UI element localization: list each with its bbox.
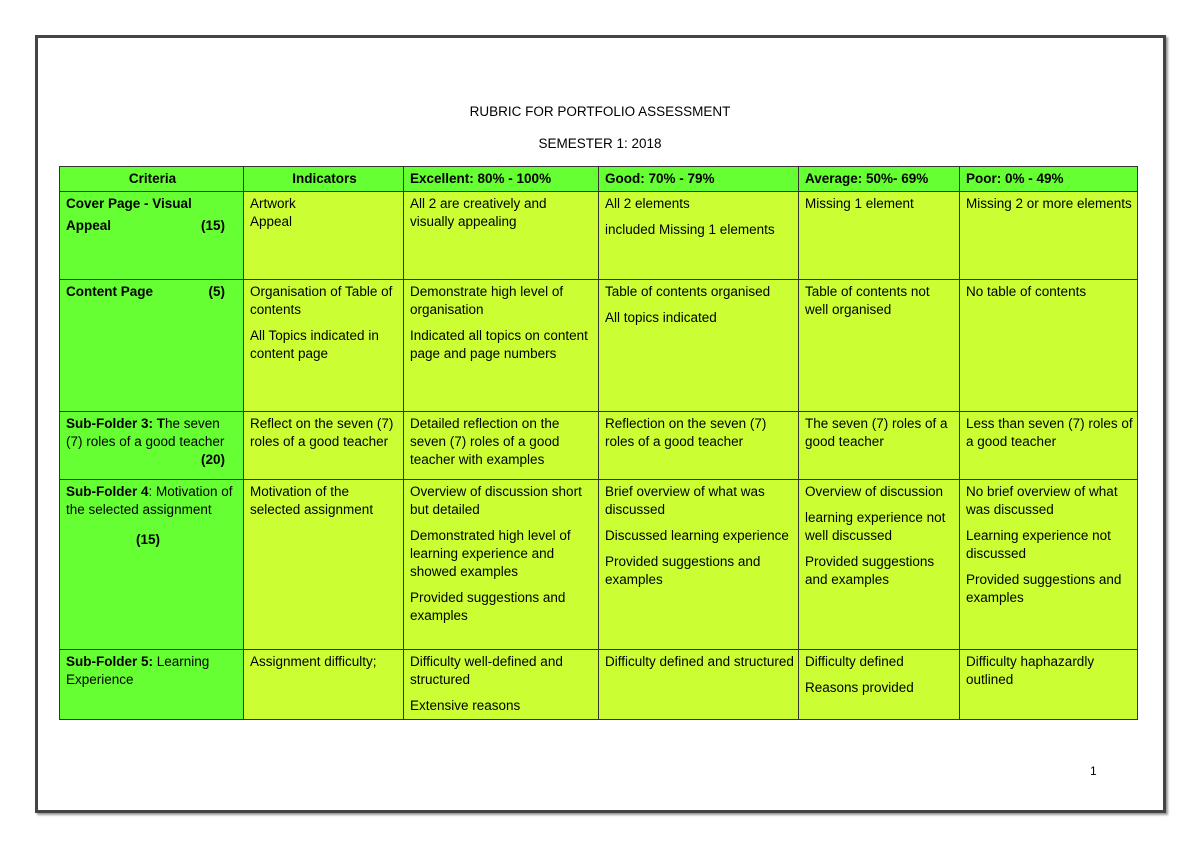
criteria-title: Cover Page - Visual xyxy=(66,196,192,211)
header-criteria: Criteria xyxy=(60,167,244,192)
criteria-points: (15) xyxy=(200,218,225,233)
cell-text: Assignment difficulty; xyxy=(250,654,377,669)
header-excellent: Excellent: 80% - 100% xyxy=(404,167,599,192)
poor-cell xyxy=(960,412,1138,480)
poor-cell xyxy=(960,192,1138,280)
table-row xyxy=(60,280,1138,412)
excellent-cell xyxy=(404,480,599,650)
criteria-points: (20) xyxy=(200,452,225,467)
table-row xyxy=(60,412,1138,480)
good-cell xyxy=(599,412,799,480)
table-row xyxy=(60,192,1138,280)
cell-text: Reasons provided xyxy=(805,680,914,695)
cell-text: Missing 1 element xyxy=(805,196,914,211)
cell-text: No table of contents xyxy=(966,284,1087,299)
average-cell xyxy=(799,480,960,650)
criteria-cell xyxy=(60,412,244,480)
cell-text: Less than seven (7) roles of a good teacher xyxy=(966,416,1133,449)
criteria-desc: Learning Experience xyxy=(66,654,210,687)
criteria-points: (5) xyxy=(208,284,225,299)
cell-text: Missing 2 or more elements xyxy=(966,196,1132,211)
criteria-title: Sub-Folder 4 xyxy=(66,484,149,499)
header-poor: Poor: 0% - 49% xyxy=(960,167,1138,192)
indicators-cell xyxy=(244,192,404,280)
excellent-cell xyxy=(404,412,599,480)
cell-text: Motivation of the selected assignment xyxy=(250,484,374,517)
cell-text: Reflection on the seven (7) roles of a good teacher xyxy=(605,416,767,449)
criteria-title-cont: Appeal xyxy=(66,218,112,233)
cell-text: included Missing 1 elements xyxy=(605,222,775,237)
indicators-cell xyxy=(244,412,404,480)
criteria-desc: : Motivation of the selected assignment xyxy=(66,484,233,517)
cell-text: Artwork xyxy=(250,196,296,211)
cell-text: The seven (7) roles of a good teacher xyxy=(805,416,948,449)
document-title: RUBRIC FOR PORTFOLIO ASSESSMENT xyxy=(469,104,731,119)
criteria-title: Content Page xyxy=(66,284,154,299)
cell-text: Provided suggestions and examples xyxy=(410,590,566,623)
criteria-cell xyxy=(60,650,244,720)
cell-text: Organisation of Table of contents xyxy=(250,284,393,317)
average-cell xyxy=(799,412,960,480)
header-indicators: Indicators xyxy=(244,167,404,192)
criteria-points: (15) xyxy=(136,532,161,547)
cell-text: Difficulty defined and structured xyxy=(605,654,794,669)
cell-text: Detailed reflection on the seven (7) roles of a good teacher with examples xyxy=(410,416,560,467)
indicators-cell xyxy=(244,280,404,412)
indicators-cell xyxy=(244,650,404,720)
table-row xyxy=(60,480,1138,650)
average-cell xyxy=(799,192,960,280)
criteria-cell xyxy=(60,480,244,650)
cell-text: Indicated all topics on content page and page numbers xyxy=(410,328,588,361)
cell-text: Provided suggestions and examples xyxy=(966,572,1122,605)
cell-text: Overview of discussion xyxy=(805,484,944,499)
cell-text: Difficulty well-defined and structured xyxy=(410,654,563,687)
good-cell xyxy=(599,280,799,412)
cell-text: Extensive reasons xyxy=(410,698,521,713)
cell-text: Demonstrated high level of learning experience and showed examples xyxy=(410,528,571,579)
good-cell xyxy=(599,650,799,720)
cell-text: No brief overview of what was discussed xyxy=(966,484,1118,517)
cell-text: All Topics indicated in content page xyxy=(250,328,379,361)
excellent-cell xyxy=(404,192,599,280)
header-good: Good: 70% - 79% xyxy=(599,167,799,192)
page-number: 1 xyxy=(1090,764,1097,778)
cell-text: Brief overview of what was discussed xyxy=(605,484,765,517)
cell-text: Reflect on the seven (7) roles of a good teacher xyxy=(250,416,394,449)
cell-text: Discussed learning experience xyxy=(605,528,789,543)
cell-text: Table of contents not well organised xyxy=(805,284,930,317)
poor-cell xyxy=(960,650,1138,720)
document-subtitle: SEMESTER 1: 2018 xyxy=(538,136,662,151)
average-cell xyxy=(799,650,960,720)
cell-text: Learning experience not discussed xyxy=(966,528,1111,561)
cell-text: Table of contents organised xyxy=(605,284,771,299)
cell-text: All 2 are creatively and visually appealing xyxy=(410,196,547,229)
cell-text: Difficulty haphazardly outlined xyxy=(966,654,1095,687)
average-cell xyxy=(799,280,960,412)
poor-cell xyxy=(960,480,1138,650)
criteria-desc: he seven (7) roles of a good teacher xyxy=(66,416,225,449)
rubric-table xyxy=(59,166,1138,720)
cell-text: All topics indicated xyxy=(605,310,717,325)
cell-text: Overview of discussion short but detailed xyxy=(410,484,582,517)
cell-text: All 2 elements xyxy=(605,196,690,211)
cell-text: Difficulty defined xyxy=(805,654,904,669)
cell-text: Provided suggestions and examples xyxy=(605,554,761,587)
excellent-cell xyxy=(404,650,599,720)
criteria-cell xyxy=(60,280,244,412)
cell-text: Demonstrate high level of organisation xyxy=(410,284,564,317)
table-header-row xyxy=(60,167,1138,192)
criteria-cell xyxy=(60,192,244,280)
criteria-title: Sub-Folder 5: xyxy=(66,654,153,669)
good-cell xyxy=(599,192,799,280)
criteria-title: Sub-Folder 3: T xyxy=(66,416,165,431)
indicators-cell xyxy=(244,480,404,650)
table-row xyxy=(60,650,1138,720)
cell-text: learning experience not well discussed xyxy=(805,510,946,543)
excellent-cell xyxy=(404,280,599,412)
poor-cell xyxy=(960,280,1138,412)
good-cell xyxy=(599,480,799,650)
cell-text: Provided suggestions and examples xyxy=(805,554,935,587)
cell-text: Appeal xyxy=(250,214,293,229)
header-average: Average: 50%- 69% xyxy=(799,167,960,192)
